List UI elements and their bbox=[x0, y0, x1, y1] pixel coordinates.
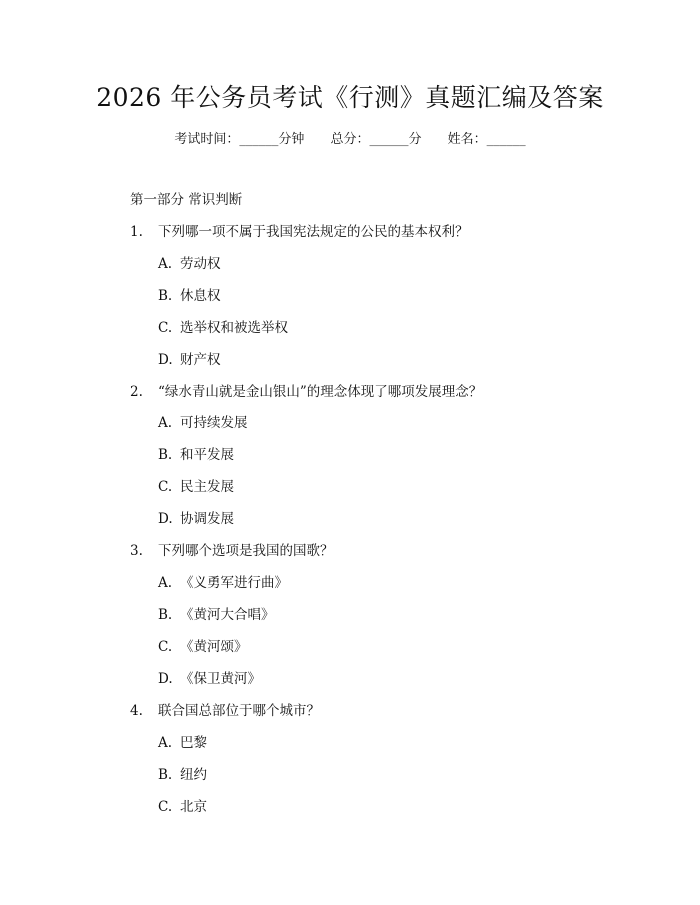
option-letter: B. bbox=[158, 767, 173, 783]
option-letter: D. bbox=[158, 352, 173, 368]
exam-score: 总分：______分 bbox=[330, 132, 422, 147]
option-letter: A. bbox=[158, 735, 173, 751]
option-text: 《义勇军进行曲》 bbox=[180, 575, 288, 591]
option-text: 《黄河大合唱》 bbox=[180, 607, 275, 623]
option bbox=[158, 475, 234, 499]
question-number: 4. bbox=[130, 703, 143, 719]
option bbox=[158, 795, 207, 819]
option bbox=[158, 507, 234, 531]
option-text: 《保卫黄河》 bbox=[180, 671, 261, 687]
option-text: 巴黎 bbox=[180, 735, 207, 751]
option-text: 可持续发展 bbox=[180, 415, 248, 431]
exam-time: 考试时间：______分钟 bbox=[174, 132, 305, 147]
option-letter: D. bbox=[158, 671, 173, 687]
option bbox=[158, 571, 288, 595]
option bbox=[158, 443, 234, 467]
option bbox=[158, 731, 207, 755]
question bbox=[130, 699, 320, 723]
question-number: 1. bbox=[130, 224, 143, 240]
option-letter: D. bbox=[158, 511, 173, 527]
option bbox=[158, 763, 207, 787]
option bbox=[158, 348, 221, 372]
question-text: 下列哪一项不属于我国宪法规定的公民的基本权利？ bbox=[158, 224, 469, 240]
option-text: 和平发展 bbox=[180, 447, 234, 463]
option-letter: B. bbox=[158, 288, 173, 304]
option-letter: A. bbox=[158, 575, 173, 591]
option-text: 财产权 bbox=[180, 352, 221, 368]
option bbox=[158, 667, 261, 691]
option-text: 选举权和被选举权 bbox=[180, 320, 288, 336]
exam-name: 姓名：______ bbox=[447, 132, 526, 147]
option bbox=[158, 316, 288, 340]
question-text: 联合国总部位于哪个城市？ bbox=[158, 703, 320, 719]
option-text: 北京 bbox=[180, 799, 207, 815]
question bbox=[130, 380, 482, 404]
option-letter: B. bbox=[158, 447, 173, 463]
section-heading: 第一部分 常识判断 bbox=[130, 192, 243, 208]
option bbox=[158, 411, 248, 435]
option-letter: C. bbox=[158, 799, 173, 815]
exam-meta bbox=[0, 128, 700, 152]
page-title: 2026 年公务员考试《行测》真题汇编及答案 bbox=[96, 83, 604, 112]
option-letter: A. bbox=[158, 256, 173, 272]
option-text: 纽约 bbox=[180, 767, 207, 783]
option-letter: C. bbox=[158, 320, 173, 336]
option-letter: C. bbox=[158, 639, 173, 655]
option-letter: A. bbox=[158, 415, 173, 431]
option bbox=[158, 635, 248, 659]
option-letter: C. bbox=[158, 479, 173, 495]
question bbox=[130, 220, 469, 244]
question-number: 3. bbox=[130, 543, 143, 559]
option-text: 协调发展 bbox=[180, 511, 234, 527]
option-text: 民主发展 bbox=[180, 479, 234, 495]
question-text: 下列哪个选项是我国的国歌？ bbox=[158, 543, 334, 559]
question-number: 2. bbox=[130, 384, 143, 400]
option-letter: B. bbox=[158, 607, 173, 623]
option bbox=[158, 603, 275, 627]
option bbox=[158, 252, 221, 276]
option-text: 《黄河颂》 bbox=[180, 639, 248, 655]
option-text: 休息权 bbox=[180, 288, 221, 304]
option-text: 劳动权 bbox=[180, 256, 221, 272]
question bbox=[130, 539, 334, 563]
option bbox=[158, 284, 221, 308]
question-text: “绿水青山就是金山银山”的理念体现了哪项发展理念？ bbox=[158, 384, 483, 400]
